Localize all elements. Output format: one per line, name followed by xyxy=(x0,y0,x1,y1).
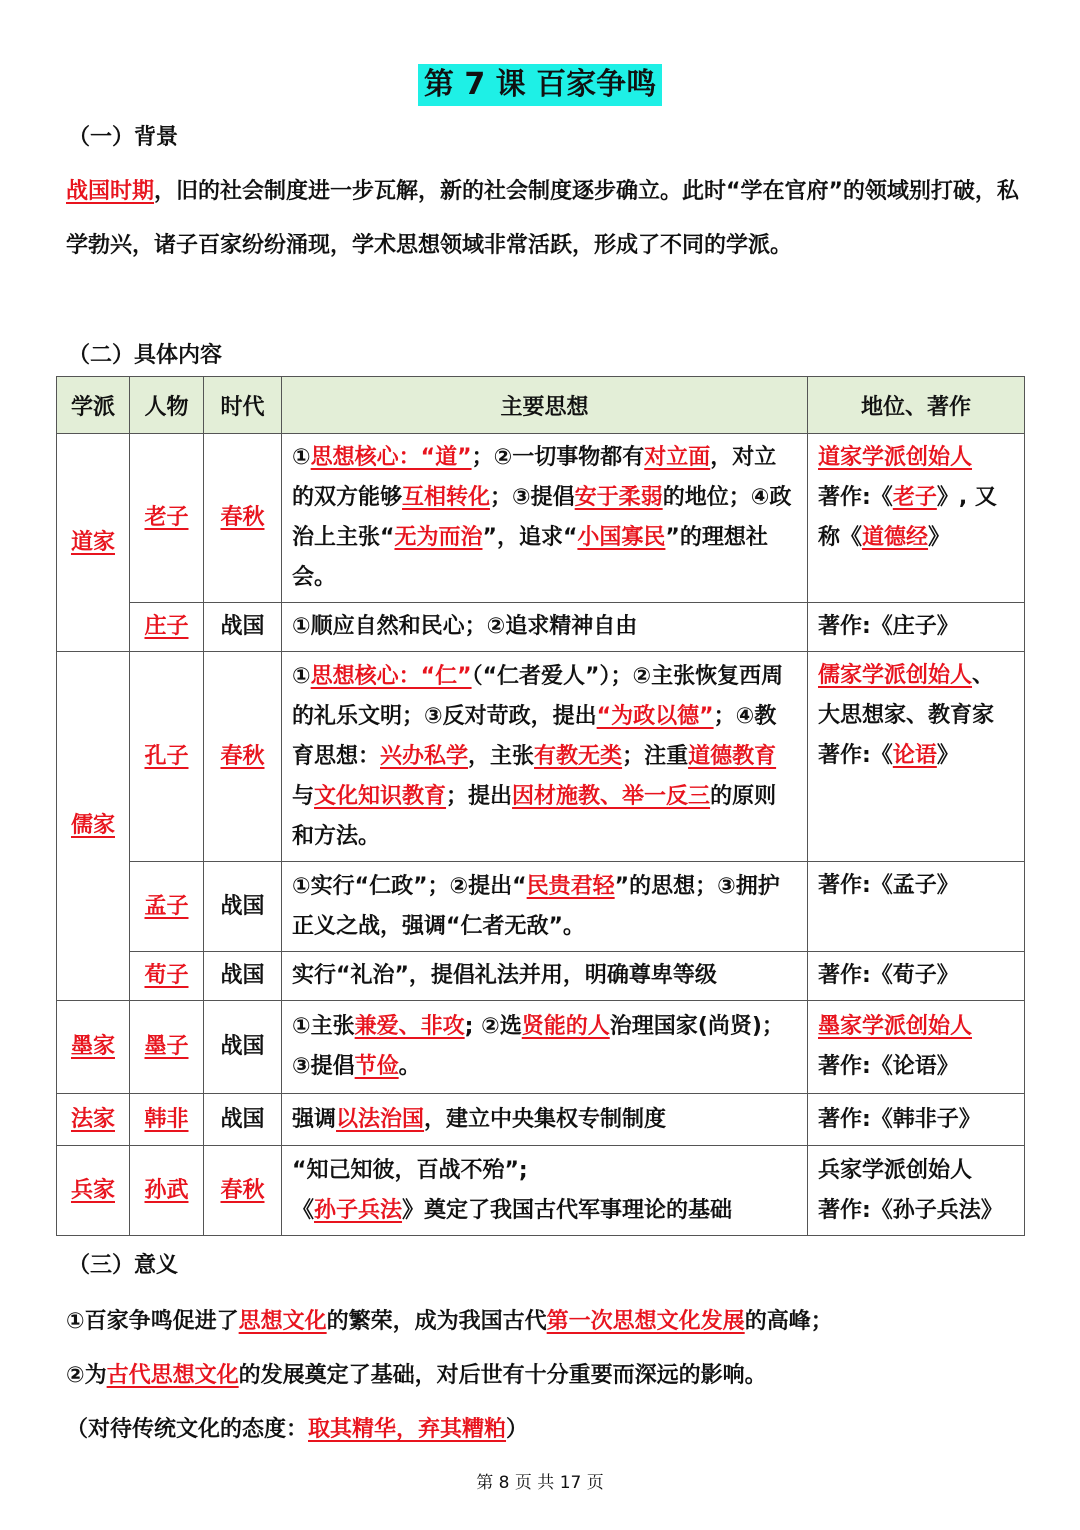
header-status: 地位、著作 xyxy=(808,377,1025,434)
idea-key: 小国寡民 xyxy=(577,525,666,550)
status-key: 墨家学派创始人 xyxy=(818,1014,973,1039)
idea-text: （“仁者爱人”）；②主张恢复西周的礼乐文明；③反对苛政，提出 xyxy=(292,663,784,729)
status-text: 著作:《 xyxy=(818,485,893,510)
school-name: 兵家 xyxy=(70,1177,115,1203)
status-cell xyxy=(808,652,1025,862)
status-cell: 著作:《庄子》 xyxy=(808,603,1025,652)
era-cell xyxy=(204,434,282,603)
idea-text: 的原则和方法。 xyxy=(292,783,777,849)
school-cell xyxy=(57,652,130,1001)
idea-key: 贤能的人 xyxy=(521,1014,610,1039)
significance-line-2 xyxy=(66,1348,1026,1404)
status-key: 论语 xyxy=(892,743,937,768)
sig-text: 的高峰； xyxy=(744,1309,833,1334)
era-cell xyxy=(204,1146,282,1236)
idea-text: ① xyxy=(292,663,311,689)
status-cell xyxy=(808,1146,1025,1236)
status-text: 、大思想家、教育家 xyxy=(818,663,995,728)
status-cell xyxy=(808,1001,1025,1094)
header-era: 时代 xyxy=(204,377,282,434)
title-wrap xyxy=(0,64,1080,106)
era-cell: 战国 xyxy=(204,952,282,1001)
idea-text: ；④教育思想： xyxy=(292,703,777,769)
status-cell: 著作:《孟子》 xyxy=(808,862,1025,952)
sig-text: ） xyxy=(506,1417,529,1442)
header-idea: 主要思想 xyxy=(282,377,808,434)
sig-text: （对待传统文化的态度： xyxy=(66,1417,309,1442)
idea-cell xyxy=(282,1094,808,1146)
sig-text: 的发展奠定了基础，对后世有十分重要而深远的影响。 xyxy=(238,1363,767,1388)
idea-cell xyxy=(282,862,808,952)
person-cell xyxy=(130,862,204,952)
idea-key: 文化知识教育 xyxy=(314,783,447,809)
page-footer: 第 8 页 共 17 页 xyxy=(476,1473,604,1493)
era-cell: 战国 xyxy=(204,1094,282,1146)
school-cell xyxy=(57,1001,130,1094)
idea-text: ; ②选 xyxy=(464,1014,522,1039)
attitude-line xyxy=(66,1402,1026,1458)
sig-key: 思想文化 xyxy=(238,1309,327,1334)
background-paragraph xyxy=(66,165,1026,273)
status-text: 著作:《 xyxy=(818,743,893,768)
era-cell: 战国 xyxy=(204,862,282,952)
sig-text: ②为 xyxy=(66,1363,107,1388)
idea-text: ；③提倡 xyxy=(490,485,575,510)
status-key: 儒家学派创始人 xyxy=(818,663,973,688)
status-text: 》 xyxy=(936,743,959,768)
status-text: 著作:《孙子兵法》 xyxy=(818,1197,1003,1223)
person-cell xyxy=(130,1001,204,1094)
school-cell xyxy=(57,1146,130,1236)
idea-text: ① xyxy=(292,445,311,470)
idea-text: ，对立的双方能够 xyxy=(292,445,777,510)
table-row xyxy=(57,1001,1025,1094)
significance-line-1 xyxy=(66,1294,1026,1350)
section-content-heading: （二）具体内容 xyxy=(68,343,223,368)
idea-key: 兼爱、非攻 xyxy=(354,1014,465,1039)
idea-text: 治理国家(尚贤)；③提倡 xyxy=(292,1014,784,1079)
person-name: 孟子 xyxy=(144,893,189,919)
idea-key: 因材施教、举一反三 xyxy=(512,783,711,809)
person-name: 老子 xyxy=(144,505,189,530)
sig-key: 取其精华，弃其糟粕 xyxy=(308,1417,507,1442)
era-cell: 战国 xyxy=(204,603,282,652)
person-cell xyxy=(130,1094,204,1146)
idea-text: 强调 xyxy=(292,1106,337,1132)
idea-cell: ①顺应自然和民心；②追求精神自由 xyxy=(282,603,808,652)
person-name: 韩非 xyxy=(144,1106,189,1132)
person-cell xyxy=(130,952,204,1001)
person-name: 孔子 xyxy=(144,743,189,769)
table-row xyxy=(57,652,1025,862)
idea-text: ；②一切事物都有 xyxy=(471,445,645,470)
person-name: 墨子 xyxy=(144,1034,189,1059)
status-text: 著作:《论语》 xyxy=(818,1054,959,1079)
idea-text: ①实行“仁政”；②提出“ xyxy=(292,873,527,899)
era-name: 春秋 xyxy=(220,505,265,530)
idea-cell xyxy=(282,1146,808,1236)
idea-key: 安于柔弱 xyxy=(574,485,663,510)
idea-key: 思想核心：“仁” xyxy=(310,663,472,689)
person-name: 荀子 xyxy=(144,963,189,988)
idea-text: 的地位；④政治上主张“ xyxy=(292,485,792,550)
status-text: 》, 又称《 xyxy=(818,485,997,550)
sig-text: 的繁荣，成为我国古代 xyxy=(326,1309,547,1334)
schools-table xyxy=(56,376,1025,1236)
idea-text: 。 xyxy=(398,1054,421,1079)
era-cell: 战国 xyxy=(204,1001,282,1094)
idea-text: ”的思想；③拥护正义之战，强调“仁者无敌”。 xyxy=(292,873,780,939)
idea-text: ；注重 xyxy=(622,743,689,769)
idea-key: 互相转化 xyxy=(402,485,491,510)
table-row xyxy=(57,1094,1025,1146)
warring-states-term: 战国时期 xyxy=(66,179,155,204)
status-key: 道家学派创始人 xyxy=(818,445,973,470)
era-name: 春秋 xyxy=(220,743,265,769)
person-cell xyxy=(130,434,204,603)
person-name: 庄子 xyxy=(144,614,189,639)
idea-text: ①主张 xyxy=(292,1014,355,1039)
table-row xyxy=(57,434,1025,603)
idea-key: 以法治国 xyxy=(336,1106,425,1132)
idea-text: ；提出 xyxy=(446,783,513,809)
era-name: 春秋 xyxy=(220,1177,265,1203)
status-key: 老子 xyxy=(892,485,937,510)
idea-key: 对立面 xyxy=(644,445,711,470)
idea-cell xyxy=(282,652,808,862)
sig-key: 古代思想文化 xyxy=(106,1363,239,1388)
status-text: 兵家学派创始人 xyxy=(818,1157,973,1183)
idea-key: 有教无类 xyxy=(534,743,623,769)
table-row xyxy=(57,1146,1025,1236)
table-header-row xyxy=(57,377,1025,434)
idea-cell xyxy=(282,434,808,603)
section-significance-heading: （三）意义 xyxy=(68,1253,179,1278)
idea-key: 思想核心：“道” xyxy=(310,445,472,470)
school-name: 道家 xyxy=(70,529,115,555)
sig-text: ①百家争鸣促进了 xyxy=(66,1309,239,1334)
idea-text: 《 xyxy=(292,1197,315,1223)
idea-key: 兴办私学 xyxy=(380,743,469,769)
person-cell xyxy=(130,1146,204,1236)
table-row xyxy=(57,603,1025,652)
idea-text: ，主张 xyxy=(468,743,535,769)
status-text: 》 xyxy=(928,525,951,550)
idea-key: 道德教育 xyxy=(688,743,777,769)
era-cell xyxy=(204,652,282,862)
idea-key: 民贵君轻 xyxy=(526,873,615,899)
idea-key: “为政以德” xyxy=(596,703,714,729)
person-name: 孙武 xyxy=(144,1177,189,1203)
idea-key: 无为而治 xyxy=(394,525,483,550)
sig-key: 第一次思想文化发展 xyxy=(546,1309,745,1334)
idea-key: 节俭 xyxy=(354,1054,399,1079)
status-cell: 著作:《韩非子》 xyxy=(808,1094,1025,1146)
school-cell xyxy=(57,434,130,652)
person-cell xyxy=(130,652,204,862)
school-name: 儒家 xyxy=(70,813,115,838)
idea-text: ”的理想社会。 xyxy=(292,525,768,590)
header-person: 人物 xyxy=(130,377,204,434)
status-key: 道德经 xyxy=(862,525,929,550)
section-background-heading: （一）背景 xyxy=(68,125,179,150)
page-title: 第 7 课 百家争鸣 xyxy=(418,64,662,106)
idea-text: 与 xyxy=(292,783,315,809)
background-text: ，旧的社会制度进一步瓦解，新的社会制度逐步确立。此时“学在官府”的领域别打破，私学勃兴，诸子百家纷纷涌现，学术思想领域非常活跃，形成了不同的学派。 xyxy=(66,179,1019,258)
idea-text: ”，追求“ xyxy=(482,525,578,550)
status-cell xyxy=(808,434,1025,603)
person-cell xyxy=(130,603,204,652)
header-school: 学派 xyxy=(57,377,130,434)
idea-text: ，建立中央集权专制制度 xyxy=(424,1106,667,1132)
table-row xyxy=(57,862,1025,952)
school-name: 法家 xyxy=(70,1106,115,1132)
school-name: 墨家 xyxy=(70,1034,115,1059)
idea-text: 》奠定了我国古代军事理论的基础 xyxy=(402,1197,733,1223)
status-cell: 著作:《荀子》 xyxy=(808,952,1025,1001)
table-row xyxy=(57,952,1025,1001)
school-cell xyxy=(57,1094,130,1146)
idea-cell: 实行“礼治”，提倡礼法并用，明确尊卑等级 xyxy=(282,952,808,1001)
idea-text: “知己知彼，百战不殆”; xyxy=(292,1157,528,1183)
idea-key: 孙子兵法 xyxy=(314,1197,403,1223)
idea-cell xyxy=(282,1001,808,1094)
